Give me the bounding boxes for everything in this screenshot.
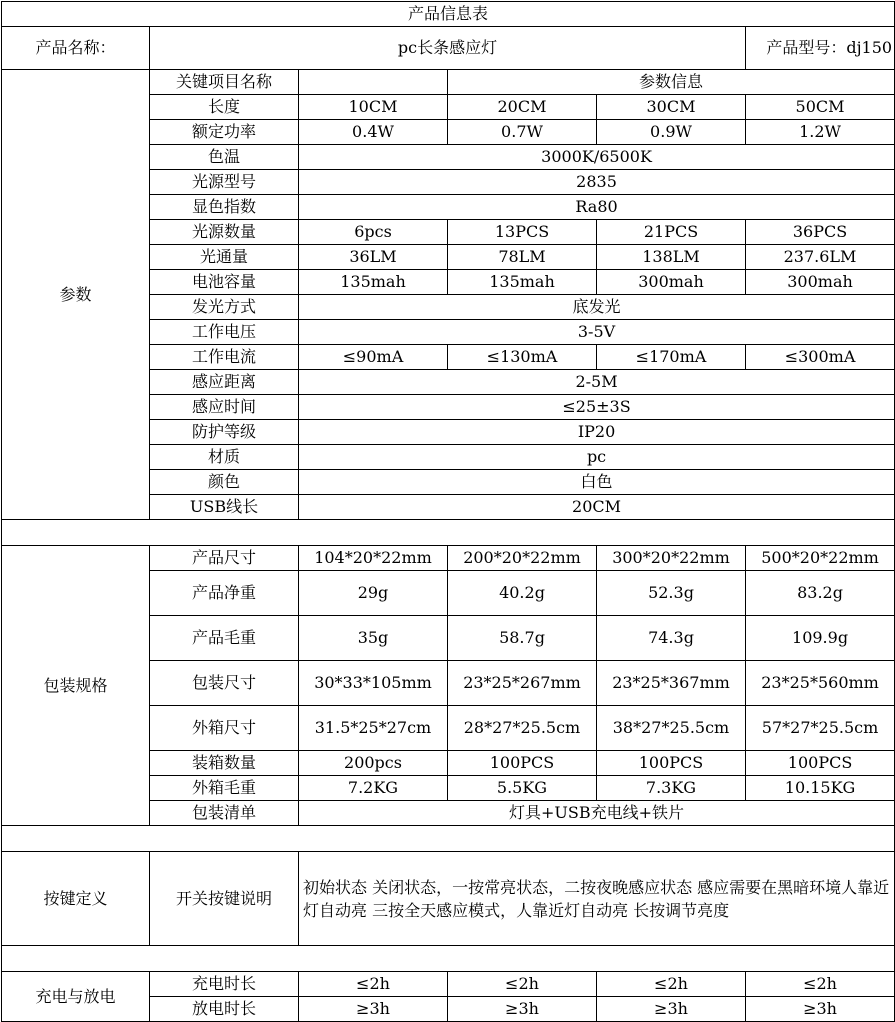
row-label: 工作电流 <box>150 345 299 370</box>
cell: 23*25*560mm <box>746 661 895 706</box>
cell: 300mah <box>746 270 895 295</box>
cell: Ra80 <box>299 195 895 220</box>
cell: 21PCS <box>597 220 746 245</box>
cell: 30CM <box>597 95 746 120</box>
cell: ≤170mA <box>597 345 746 370</box>
cell: ≥3h <box>746 997 895 1022</box>
row-label: 包装尺寸 <box>150 661 299 706</box>
cell: 1.2W <box>746 120 895 145</box>
cell: 38*27*25.5cm <box>597 706 746 751</box>
cell: 200pcs <box>299 751 448 776</box>
cell: 29g <box>299 571 448 616</box>
cell: 30*33*105mm <box>299 661 448 706</box>
spacer-row <box>2 520 895 546</box>
product-model: 产品型号：dj150 <box>746 27 895 70</box>
cell: 135mah <box>299 270 448 295</box>
cell: ≥3h <box>597 997 746 1022</box>
cell: 2-5M <box>299 370 895 395</box>
row-label: 放电时长 <box>150 997 299 1022</box>
cell: 23*25*367mm <box>597 661 746 706</box>
product-name: pc长条感应灯 <box>150 27 746 70</box>
row-label: 感应距离 <box>150 370 299 395</box>
cell: 200*20*22mm <box>448 546 597 571</box>
row-label: USB线长 <box>150 495 299 520</box>
row-label: 长度 <box>150 95 299 120</box>
row-label: 材质 <box>150 445 299 470</box>
cell: 138LM <box>597 245 746 270</box>
cell: 83.2g <box>746 571 895 616</box>
cell: 100PCS <box>448 751 597 776</box>
row-label: 光通量 <box>150 245 299 270</box>
cell: 500*20*22mm <box>746 546 895 571</box>
cell: 57*27*25.5cm <box>746 706 895 751</box>
row-label: 防护等级 <box>150 420 299 445</box>
cell: 20CM <box>448 95 597 120</box>
product-info-table <box>1 1 895 1022</box>
row-label: 发光方式 <box>150 295 299 320</box>
cell: 灯具+USB充电线+铁片 <box>299 801 895 826</box>
row-label: 充电时长 <box>150 972 299 997</box>
cell: 31.5*25*27cm <box>299 706 448 751</box>
cell: 10CM <box>299 95 448 120</box>
cell: 13PCS <box>448 220 597 245</box>
cell: 78LM <box>448 245 597 270</box>
cell: 36PCS <box>746 220 895 245</box>
cell: 36LM <box>299 245 448 270</box>
cell: 3000K/6500K <box>299 145 895 170</box>
row-label: 外箱尺寸 <box>150 706 299 751</box>
section-params: 参数 <box>2 70 150 520</box>
table-row <box>2 546 895 571</box>
row-label: 感应时间 <box>150 395 299 420</box>
cell: 底发光 <box>299 295 895 320</box>
cell: ≤25±3S <box>299 395 895 420</box>
cell: 23*25*267mm <box>448 661 597 706</box>
row-label: 开关按键说明 <box>150 852 299 946</box>
cell: ≥3h <box>299 997 448 1022</box>
row-label: 光源数量 <box>150 220 299 245</box>
row-label: 额定功率 <box>150 120 299 145</box>
cell: ≤2h <box>746 972 895 997</box>
cell: 3-5V <box>299 320 895 345</box>
cell: pc <box>299 445 895 470</box>
table-row <box>2 972 895 997</box>
cell: ≤300mA <box>746 345 895 370</box>
cell: 52.3g <box>597 571 746 616</box>
button-description: 初始状态 关闭状态，一按常亮状态，二按夜晚感应状态 感应需要在黑暗环境人靠近灯自动亮 三按全天感应模式，人靠近灯自动亮 长按调节亮度 <box>299 852 895 946</box>
cell: 2835 <box>299 170 895 195</box>
spacer-row <box>2 946 895 972</box>
cell: 7.3KG <box>597 776 746 801</box>
cell: 109.9g <box>746 616 895 661</box>
cell: 104*20*22mm <box>299 546 448 571</box>
cell: 100PCS <box>597 751 746 776</box>
cell: 6pcs <box>299 220 448 245</box>
cell: 100PCS <box>746 751 895 776</box>
cell: ≤130mA <box>448 345 597 370</box>
section-packaging: 包装规格 <box>2 546 150 826</box>
cell: 35g <box>299 616 448 661</box>
cell: 0.4W <box>299 120 448 145</box>
row-label: 产品净重 <box>150 571 299 616</box>
info-header: 参数信息 <box>448 70 895 95</box>
cell: 135mah <box>448 270 597 295</box>
table-row <box>2 852 895 946</box>
cell: 0.7W <box>448 120 597 145</box>
cell: ≤2h <box>299 972 448 997</box>
cell: ≤2h <box>448 972 597 997</box>
cell: 237.6LM <box>746 245 895 270</box>
row-label: 工作电压 <box>150 320 299 345</box>
row-label: 包装清单 <box>150 801 299 826</box>
section-charging: 充电与放电 <box>2 972 150 1022</box>
cell: 20CM <box>299 495 895 520</box>
key-header: 关键项目名称 <box>150 70 299 95</box>
cell: 300mah <box>597 270 746 295</box>
row-label: 颜色 <box>150 470 299 495</box>
row-label: 显色指数 <box>150 195 299 220</box>
cell: 白色 <box>299 470 895 495</box>
table-title: 产品信息表 <box>2 2 895 27</box>
cell: ≤2h <box>597 972 746 997</box>
cell: 40.2g <box>448 571 597 616</box>
section-buttons: 按键定义 <box>2 852 150 946</box>
cell: 10.15KG <box>746 776 895 801</box>
row-label: 电池容量 <box>150 270 299 295</box>
cell: 5.5KG <box>448 776 597 801</box>
product-name-label: 产品名称： <box>2 27 150 70</box>
row-label: 光源型号 <box>150 170 299 195</box>
row-label: 外箱毛重 <box>150 776 299 801</box>
row-label: 产品尺寸 <box>150 546 299 571</box>
cell: 50CM <box>746 95 895 120</box>
cell: 74.3g <box>597 616 746 661</box>
row-label: 色温 <box>150 145 299 170</box>
row-label: 产品毛重 <box>150 616 299 661</box>
cell: 7.2KG <box>299 776 448 801</box>
cell: 58.7g <box>448 616 597 661</box>
spacer-row <box>2 826 895 852</box>
cell: ≥3h <box>448 997 597 1022</box>
cell: IP20 <box>299 420 895 445</box>
cell: ≤90mA <box>299 345 448 370</box>
cell: 0.9W <box>597 120 746 145</box>
cell: 300*20*22mm <box>597 546 746 571</box>
row-label: 装箱数量 <box>150 751 299 776</box>
cell: 28*27*25.5cm <box>448 706 597 751</box>
